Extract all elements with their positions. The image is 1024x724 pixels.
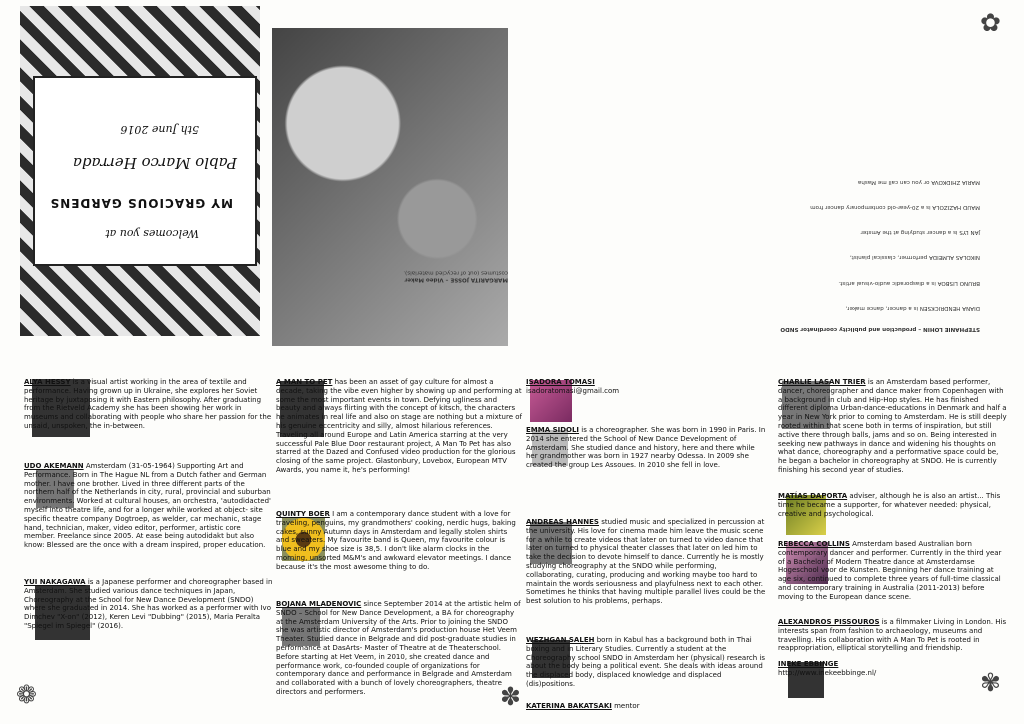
top-right-line-3: NIKOLAS ALMEIDA performer, classical pianist, <box>849 254 980 261</box>
top-right-line-6: MARIA ZHIDKOVA or you can call me Masha <box>857 178 980 185</box>
floral-corner-bottom-left: ❁ <box>16 680 37 709</box>
bio-isadora: ISADORA TOMASI isadoratomasi@gmail.com <box>526 378 620 395</box>
middle-caption <box>278 268 508 282</box>
title-card <box>33 76 257 266</box>
date-line: 5th June 2016 <box>120 123 199 136</box>
top-right-bios <box>520 12 980 352</box>
title-line-2: MY GRACIOUS GARDENS <box>49 196 233 210</box>
bio-yui: YUI NAKAGAWA is a Japanese performer and choreographer based in Amsterdam. She studied various dance techniques in Japan, Choreography at the School for New Dance Development (SNDO) where she graduated in 2014. She has worked as a performer with Ivo Dimchev "X-on" (2012), Keren Levi "Dubbing" (2015), Maria Peralta "Spiegel im Spiegel" (2016). <box>24 578 273 630</box>
hero-photo-middle <box>272 28 508 346</box>
artist-heading: MARGARITA JOSSE – Video Maker <box>404 276 508 283</box>
caption-line: costumes (out of recycled materials). <box>403 269 508 276</box>
floral-corner-top-right: ✿ <box>980 8 1001 37</box>
bio-alexandros: ALEXANDROS PISSOUROS is a filmmaker Living in London. His interests span from fashion to archaeology, museums and travelling. His collaboration with A Man To Pet is rooted in reappropriation, elliptical storytelling and friendship. <box>778 618 1007 653</box>
bio-udo: UDO AKEMANN Amsterdam (31-05-1964) Supporting Art and Performance. Born in The Hague NL from a Dutch father and German mother. I have one brother. Lived in three different parts of the northern half of the Netherlands in city, rural, provincial and suburban environments. Worked at cultural houses, an orchestra, 'autodidacted' myself into theatre life, and for a longer while worked at object- site specific theatre company Dogtroep, as welder, car mechanic, stage hand, technician, maker, video editor, performer, artistic core member. Freelance since 2005. At ease being autodidakt but also know: Blessed are the once with a dream inspired, proper education. <box>24 462 271 550</box>
floral-corner-bottom-middle: ✽ <box>500 682 521 711</box>
bio-katerina: KATERINA BAKATSAKI mentor <box>526 702 640 710</box>
bio-charlie: CHARLIE LASAN TRIER is an Amsterdam based performer, dancer, choreographer and dance maker from Copenhagen with a background in club and Hip-Hop styles. He has finished different diploma Urban-dance-educations in Denmark and half a year in New York prior to coming to Amsterdam. He is still deeply rooted within that scene both in terms of inspiration, but still active there through balls, jams and so on. Being interested in seeking new pathways in dance and widening his thoughts on what dance, choreography and a performative space could be, he began a bachelor in choreography at SNDO. He is currently finishing his second year of studies. <box>778 378 1007 474</box>
bio-bojana: BOJANA MLADENOVIC since September 2014 at the artistic helm of SNDO – School for New Dance Development, a BA for choreography at the Amsterdam University of the Arts. Prior to joining the SNDO she was artistic director of Amsterdam's production house Het Veem Theater. Studied dance in Belgrade and did post-graduate studies in performance at DasArts- Master of Theatre at de Theaterschool. Before starting at Het Veem, in 2010, she created dance and performance work, co-founded couple of organizations for contemporary dance and performance in Belgrade and Amsterdam and collaborated with a bunch of lovely choreographers, theatre directors and performers. <box>276 600 521 696</box>
title-line-1: Welcomes you at <box>105 227 199 240</box>
floral-corner-bottom-right: ✾ <box>980 668 1001 697</box>
bio-alya: ALYA HESSY is a visual artist working in the area of textile and performance. Having grown up in Ukraine, she explores her Soviet heritage by juxtaposing it with Eastern philosophy. After graduating from the Rietveld Academy she has been showing her work in museums and collaborating with people who share her passion for the unsaid, unspoken, the in-between. <box>24 378 272 430</box>
bio-emma: EMMA SIDOLI is a choreographer. She was born in 1990 in Paris. In 2014 she entered the School of New Dance Development of Amsterdam. She studied dance and history, here and there while her grandmother was born in 1927 nearby Odessa. In 2009 she created the group Les Assoues. In 2010 she fell in love. <box>526 426 766 470</box>
bio-matias: MATÍAS DAPORTA adviser, although he is also an artist... This time he became a supporter, for whatever needed: physical, creative and psychological. <box>778 492 1001 518</box>
bio-rebecca: REBECCA COLLINS Amsterdam based Australian born contemporary dancer and performer. Currently in the third year of a Bachelor of Modern Theatre dance at Amsterdamse Hogeschool voor de Kunsten. Beginning her dance training at age six, continued to complete three years of full-time classical and contemporary training in Australia (2011-2013) before moving to the European dance scene. <box>778 540 1002 601</box>
title-line-3: Pablo Marco Herrada <box>72 154 237 172</box>
top-right-line-2: BRUNO LISBOA is a diasporadic audio-visual artist. <box>838 279 980 286</box>
top-right-line-4: JAN LYS is a dancer studying at the Amster <box>860 229 980 236</box>
bio-wezhgan: WEZHGAN SALEH born in Kabul has a background both in Thai boxing and in Literary Studies. Currently a student at the Choreography school SNDO in Amsterdam her (physical) research is about the body being a political event. She deals with ideas around the displaced body, displaced knowledge and displaced (dis)positions. <box>526 636 766 688</box>
bio-andreas: ANDREAS HANNES studied music and specialized in percussion at the university. His love for cinema made him leave the music scene for a while to create videos that later on turned to video dance that later on turned to physical theater classes that later on led him to take the decision to devote himself to dance. Currently he is mostly studying choreography at the SNDO while performing, collaborating, curating, producing and working maybe too hard to maintain the words seriousness and playfulness next to each other. Sometimes he thinks that having multiple parallel lives could be the best solution to his problems, perhaps. <box>526 518 766 606</box>
bio-a-man-to-pet: A MAN TO PET has been an asset of gay culture for almost a decade, taking the vibe even higher by showing up and performing at some the most important events in town. Defying ugliness and beauty and always flirting with the concept of kitsch, the characters he animates in real life and also on stage are nothing but a mixture of his genuine eccentricity and silly, almost hilarious references. Traveling all around Europe and Latin America starring at the very successful Pale Blue Door restaurant project, A Man To Pet has also starred at the Dazed and Confused video production for the glorious closing of the same project. Glastonbury, Lovebox, European MTV Awards, you name it, he's performing! <box>276 378 522 474</box>
bio-ineke: INEKE EBBINGE http://www.inekeebbinge.nl/ <box>778 660 877 677</box>
top-right-line-1: DIANA HENDRICKSEN is a dancer, dance maker, <box>845 304 980 311</box>
top-right-line-5: MAUD HAZIZOLA is a 20-year-old contemporary dancer from <box>810 203 980 210</box>
bio-quinty: QUINTY BOER I am a contemporary dance student with a love for traveling, penguins, my grandmothers' cooking, nerdic hugs, baking cakes, sunny Autumn days in Amsterdam and legally stolen shirts and sweaters. My favourite band is Queen, my favourite colour is blue and my shoe size is 38,5. I don't like alarm clocks in the morning, unsorted M&M's and awkward elevator meetings. I dance because it's the most awesome thing to do. <box>276 510 516 571</box>
top-right-line-0: STEPHANIE LOHIN – production and publicity coordinator SNDO <box>780 326 980 332</box>
